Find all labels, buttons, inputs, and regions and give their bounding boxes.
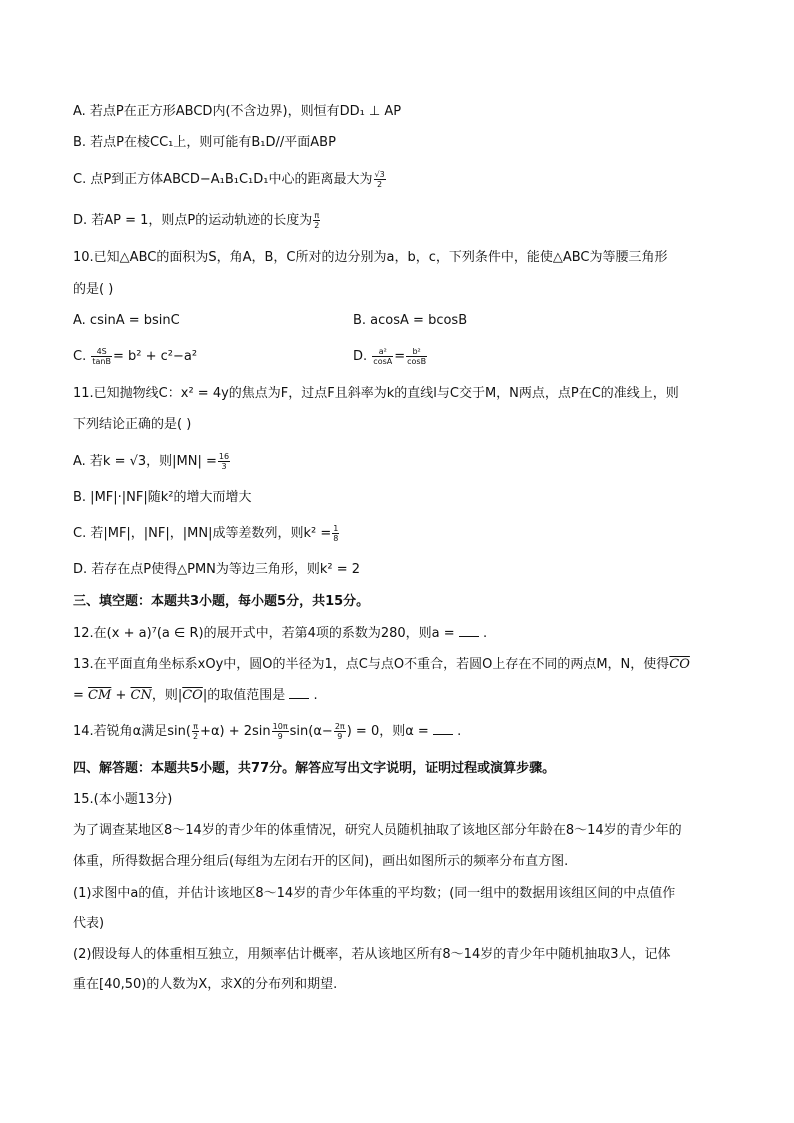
q13-line2-range: |的取值范围是 [202, 688, 286, 703]
q13-line2-plus: + [115, 688, 127, 703]
q15-header: 15.(本小题13分) [73, 792, 173, 807]
q14-answer-blank [433, 722, 453, 735]
q9-d-fraction [313, 211, 320, 230]
q14-f3-denominator: 9 [337, 732, 343, 741]
q14-end: . [457, 724, 462, 739]
q13-vector-cm: $\overline{CM}$ [88, 688, 112, 703]
q10-d-numerator-left: a² [372, 347, 393, 357]
q10-d-denominator-right: cosB [407, 357, 427, 366]
q14-mid1: +α) + 2sin [200, 724, 271, 739]
q11-a-fraction [218, 452, 230, 471]
q13-line2-then: ，则| [151, 688, 183, 703]
q10-d-fraction-left [372, 347, 393, 366]
q11-stem-line2: 下列结论正确的是( ) [73, 417, 192, 432]
q12-end: . [482, 626, 488, 641]
q9-d-denominator: 2 [314, 221, 320, 230]
q14-f3-numerator: 2π [334, 722, 345, 731]
q9-option-c [73, 170, 387, 189]
q10-stem-line2: 的是( ) [73, 282, 114, 297]
q11-stem-line1: 11.已知抛物线C：x² = 4y的焦点为F，过点F且斜率为k的直线l与C交于M，N两点，点P在C的准线上，则 [73, 386, 679, 401]
q15-paragraph-line1: 为了调查某地区8～14岁的青少年的体重情况，研究人员随机抽取了该地区部分年龄在8～14岁的青少年的 [73, 823, 682, 838]
q11-option-b: B. |MF|·|NF|随k²的增大而增大 [73, 490, 252, 505]
q10-d-fraction-right [406, 347, 427, 366]
q11-c-text: C. 若|MF|，|NF|，|MN|成等差数列，则k² = [73, 526, 332, 541]
q10-c-denominator: tanB [92, 357, 111, 366]
q14-prefix: 14.若锐角α满足sin( [73, 724, 191, 739]
q10-c-fraction [91, 347, 112, 366]
q13-vector-cn: $\overline{CN}$ [130, 688, 152, 703]
q10-stem-line1: 10.已知△ABC的面积为S，角A，B，C所对的边分别为a，b，c，下列条件中，能使△ABC为等腰三角形 [73, 250, 668, 265]
q11-a-text: A. 若k = √3，则|MN| = [73, 454, 217, 469]
q15-part2-line2: 重在[40,50)的人数为X，求X的分布列和期望. [73, 977, 338, 992]
q15-part1-line1: (1)求图中a的值，并估计该地区8～14岁的青少年体重的平均数；(同一组中的数据用该组区间的中点值作 [73, 886, 676, 901]
q12-text: 12.在(x + a)⁷(a ∈ R)的展开式中，若第4项的系数为280，则a = [73, 626, 455, 641]
q9-option-b: B. 若点P在棱CC₁上，则可能有B₁D//平面ABP [73, 135, 336, 150]
q10-c-prefix: C. [73, 349, 87, 364]
q14-fraction-3 [334, 722, 346, 741]
q11-c-denominator: 8 [333, 534, 339, 543]
q15-part2-line1: (2)假设每人的体重相互独立，用频率估计概率，若从该地区所有8～14岁的青少年中随机抽取3人，记体 [73, 947, 671, 962]
q10-c-rest: = b² + c²−a² [112, 349, 198, 364]
q14-f1-denominator: 2 [192, 732, 199, 741]
q9-option-d [73, 211, 321, 230]
q10-d-denominator-left: cosA [373, 357, 393, 366]
q11-option-c [73, 524, 340, 543]
q11-option-a [73, 452, 231, 471]
q9-d-numerator: π [314, 211, 320, 220]
q11-option-d: D. 若存在点P使得△PMN为等边三角形，则k² = 2 [73, 562, 361, 577]
q14-f2-numerator: 10π [272, 722, 288, 731]
q9-c-denominator: 2 [377, 180, 383, 189]
q11-c-fraction [332, 524, 339, 543]
q10-option-d [353, 347, 428, 366]
q14-fraction-1 [192, 722, 199, 741]
q13-vector-co-abs: $\overline{CO}$ [182, 688, 203, 703]
q11-a-denominator: 3 [221, 462, 227, 471]
q10-d-numerator-right: b² [406, 347, 427, 357]
q9-option-c-text: C. 点P到正方体ABCD−A₁B₁C₁D₁中心的距离最大为 [73, 172, 373, 187]
q12-answer-blank [459, 624, 479, 637]
q12 [73, 624, 487, 643]
section-4-heading: 四、解答题：本题共5小题，共77分。解答应写出文字说明，证明过程或演算步骤。 [73, 761, 556, 776]
q10-c-numerator: 4S [91, 347, 112, 357]
q13-end: . [313, 688, 318, 703]
q10-d-prefix: D. [353, 349, 368, 364]
q10-option-c [73, 347, 197, 366]
q9-c-fraction [374, 170, 386, 189]
section-3-heading: 三、填空题：本题共3小题，每小题5分，共15分。 [73, 594, 370, 609]
q14-suffix: ) = 0，则α = [346, 724, 429, 739]
q14-f1-numerator: π [193, 722, 198, 731]
q15-paragraph-line2: 体重，所得数据合理分组后(每组为左闭右开的区间)，画出如图所示的频率分布直方图. [73, 854, 569, 869]
q13-line2 [73, 686, 318, 705]
q13-vector-co: $\overline{CO}$ [669, 657, 690, 672]
q9-c-numerator: √3 [374, 170, 385, 179]
q13-line1 [73, 656, 690, 674]
q11-c-numerator: 1 [333, 524, 339, 533]
q10-option-b: B. acosA = bcosB [353, 313, 468, 328]
q10-option-a: A. csinA = bsinC [73, 313, 180, 328]
q13-line1-text: 13.在平面直角坐标系xOy中，圆O的半径为1，点C与点O不重合，若圆O上存在不同的两点M，N，使得 [73, 657, 670, 672]
q13-line2-eq: = [73, 688, 84, 703]
q9-option-d-text: D. 若AP = 1，则点P的运动轨迹的长度为 [73, 213, 313, 228]
q11-a-numerator: 16 [218, 452, 230, 461]
q14 [73, 722, 461, 741]
q15-part1-line2: 代表) [73, 916, 105, 931]
q14-f2-denominator: 9 [277, 732, 283, 741]
q13-answer-blank [289, 686, 309, 699]
q9-option-a: A. 若点P在正方形ABCD内(不含边界)，则恒有DD₁ ⊥ AP [73, 104, 402, 119]
q10-d-equals: = [394, 349, 406, 364]
q14-fraction-2 [272, 722, 289, 741]
q14-mid2: sin(α− [289, 724, 333, 739]
